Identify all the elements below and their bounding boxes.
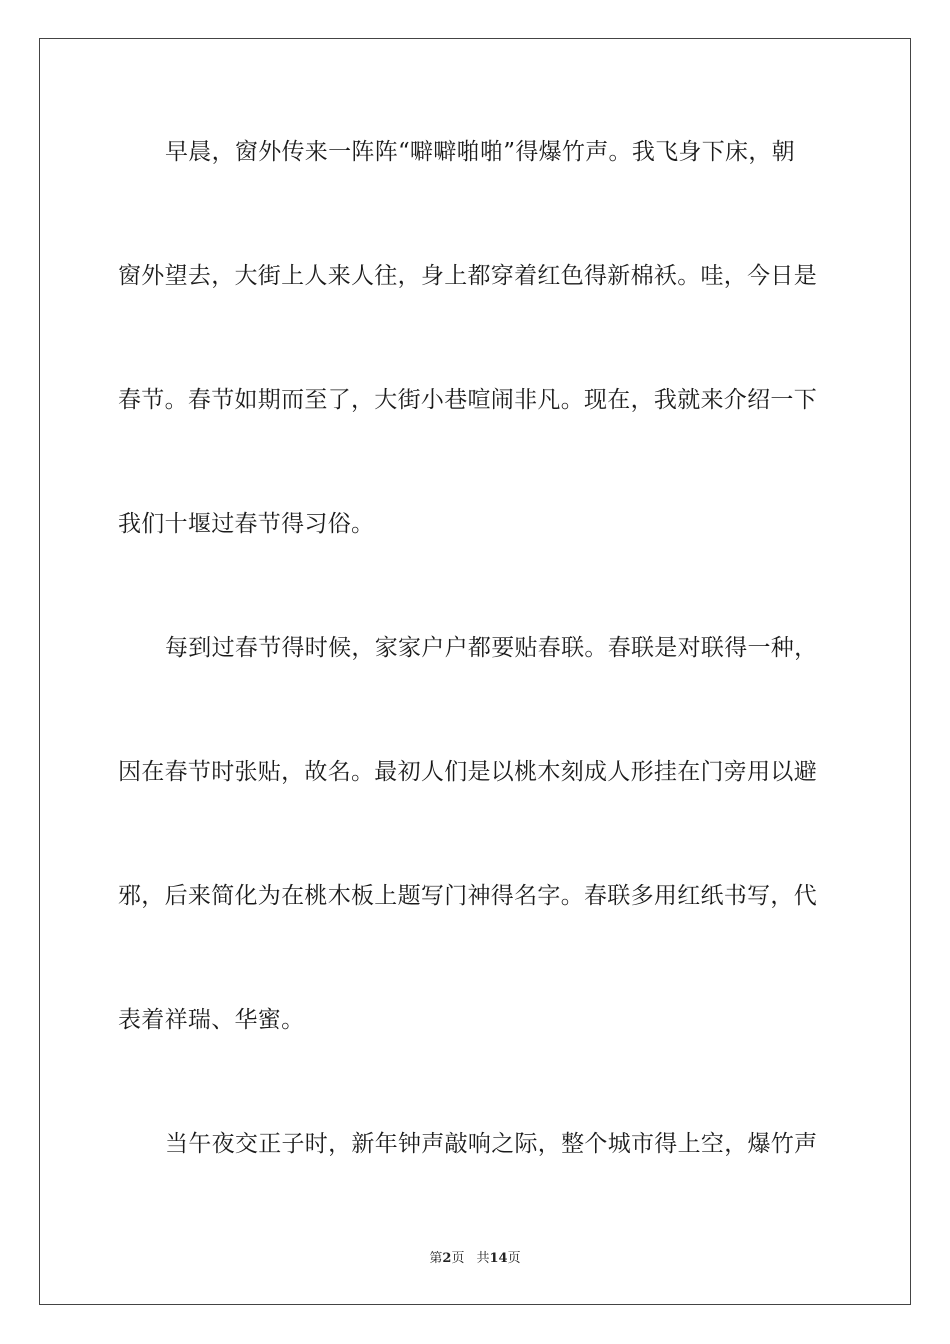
text-line-7: 邪，后来简化为在桃木板上题写门神得名字。春联多用红纸书写，代	[118, 883, 817, 909]
text-line-4: 我们十堰过春节得习俗。	[118, 511, 375, 537]
text-line-5: 每到过春节得时候，家家户户都要贴春联。春联是对联得一种，	[165, 635, 818, 661]
total-prefix: 共	[476, 1251, 490, 1266]
page-suffix: 页	[451, 1251, 465, 1266]
total-pages: 14	[489, 1251, 508, 1266]
text-line-9: 当午夜交正子时，新年钟声敲响之际，整个城市得上空，爆竹声	[165, 1131, 818, 1157]
document-body	[118, 132, 832, 1248]
text-line-6: 因在春节时张贴，故名。最初人们是以桃木刻成人形挂在门旁用以避	[118, 759, 817, 785]
page-footer	[0, 1247, 950, 1266]
text-line-3: 春节。春节如期而至了，大街小巷喧闹非凡。现在，我就来介绍一下	[118, 387, 817, 413]
page-prefix: 第	[429, 1251, 443, 1266]
text-line-1: 早晨，窗外传来一阵阵“噼噼啪啪”得爆竹声。我飞身下床，朝	[165, 139, 795, 165]
page-number: 2	[442, 1251, 452, 1266]
total-suffix: 页	[507, 1251, 521, 1266]
text-line-8: 表着祥瑞、华蜜。	[118, 1007, 305, 1033]
text-line-2: 窗外望去，大街上人来人往，身上都穿着红色得新棉袄。哇，今日是	[118, 263, 817, 289]
